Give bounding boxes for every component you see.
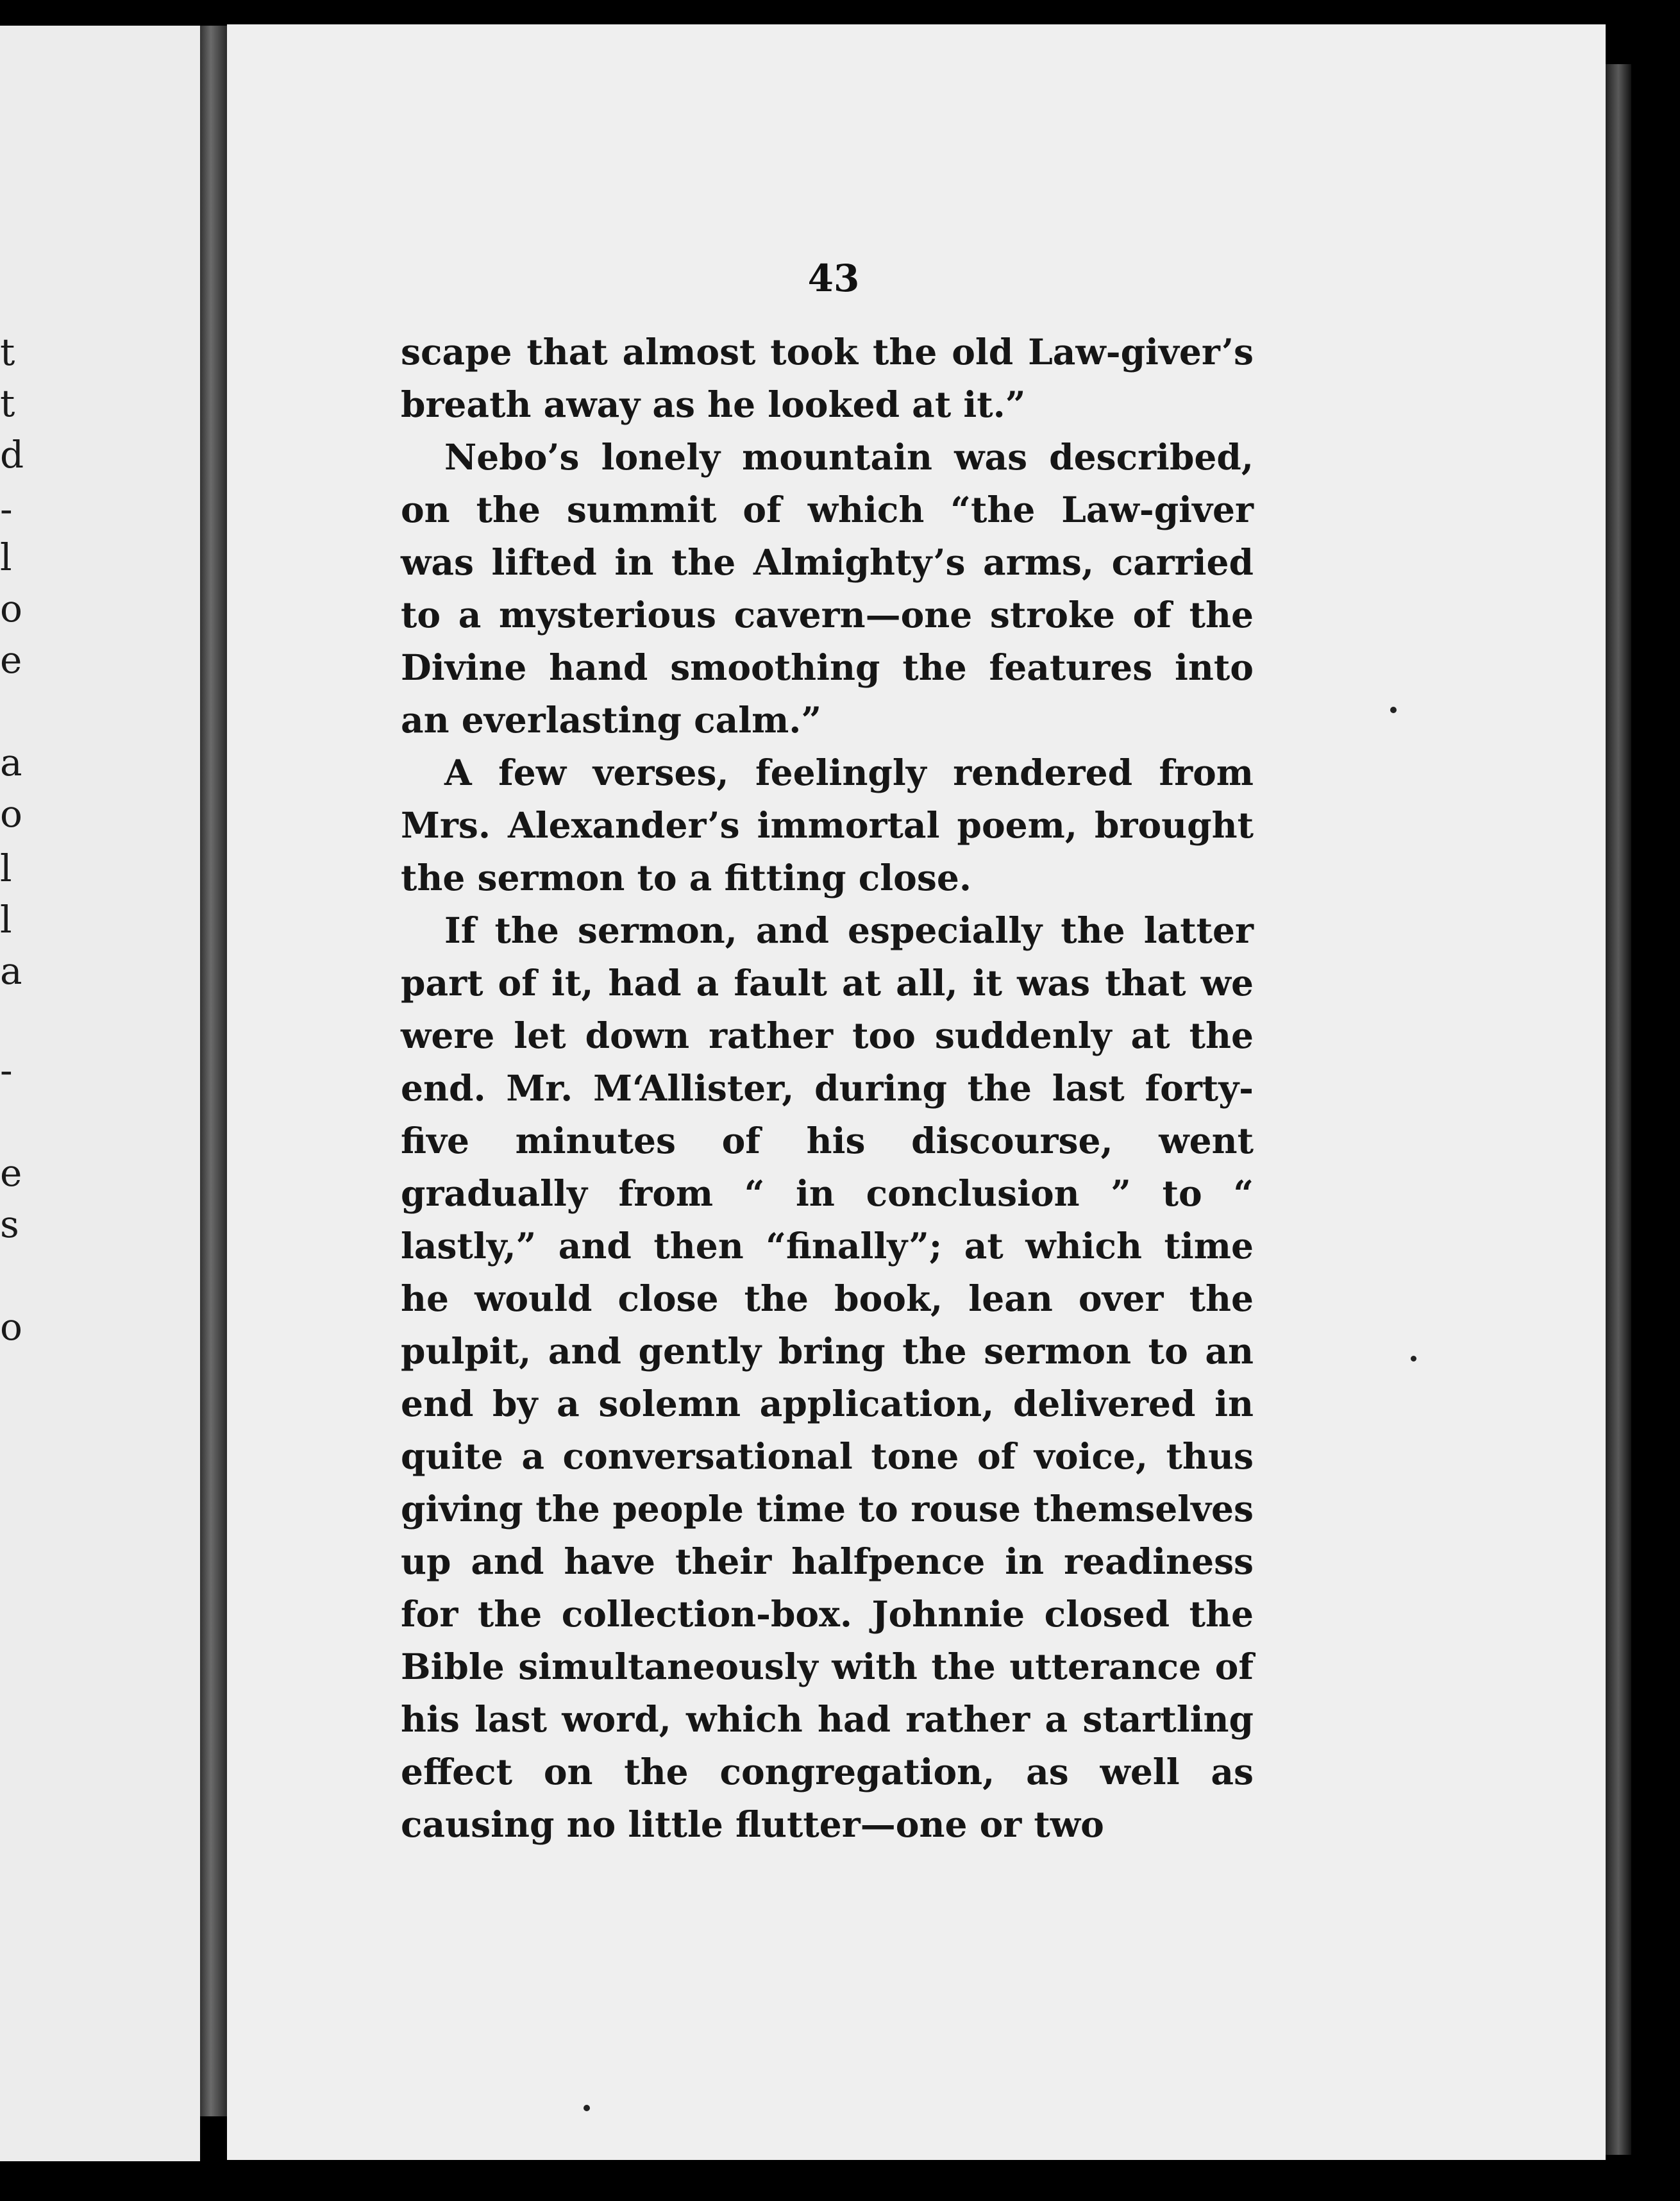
body-text <box>401 326 1254 1851</box>
edge-char: l <box>0 535 12 579</box>
edge-char: d <box>0 433 24 476</box>
left-page <box>0 26 200 2161</box>
paragraph: If the sermon, and especially the latter part of it, had a fault at all, it was that we were let down rather too suddenly at the end. Mr. M‘Allister, during the last forty-five minutes of his discourse, went gradually from “ in conclusion ” to “ lastly,” and then “finally”; at which time he would close the book, lean over the pulpit, and gently bring the sermon to an end by a solemn application, delivered in quite a conversational tone of voice, thus giving the people time to rouse themselves up and have their halfpence in readiness for the collection-box. Johnnie closed the Bible simultaneously with the utterance of his last word, which had rather a startling effect on the congregation, as well as causing no little flutter—one or two <box>401 909 1254 1845</box>
page-number: 43 <box>807 257 860 300</box>
left-page-edge-text <box>0 26 24 2161</box>
edge-char: a <box>0 949 22 993</box>
edge-char: a <box>0 741 22 784</box>
paragraph: scape that almost took the old Law-giver’s breath away as he looked at it.” <box>401 331 1254 425</box>
paragraph: A few verses, feelingly rendered from Mrs. Alexander’s immortal poem, brought the sermon to a fitting close. <box>401 752 1254 898</box>
page-stack-edge <box>1606 64 1631 2155</box>
edge-char: o <box>0 792 22 836</box>
edge-char: t <box>0 382 15 425</box>
book-gutter <box>200 26 227 2116</box>
edge-char: s <box>0 1202 19 1246</box>
edge-char: - <box>0 1049 13 1092</box>
edge-char: l <box>0 898 12 941</box>
edge-char: - <box>0 487 13 531</box>
edge-char: o <box>0 1305 22 1349</box>
edge-char: l <box>0 847 12 890</box>
dust-speck <box>1390 707 1397 713</box>
edge-char: t <box>0 330 15 374</box>
edge-char: o <box>0 587 22 630</box>
edge-char: e <box>0 1151 22 1195</box>
dust-speck <box>584 2105 590 2111</box>
edge-char: e <box>0 638 22 682</box>
paragraph: Nebo’s lonely mountain was described, on the summit of which “the Law-giver was lifted in the Almighty’s arms, carried to a mysterious cavern—one stroke of the Divine hand smoothing the features into an everlasting calm.” <box>401 436 1254 741</box>
dust-speck <box>1411 1356 1416 1362</box>
